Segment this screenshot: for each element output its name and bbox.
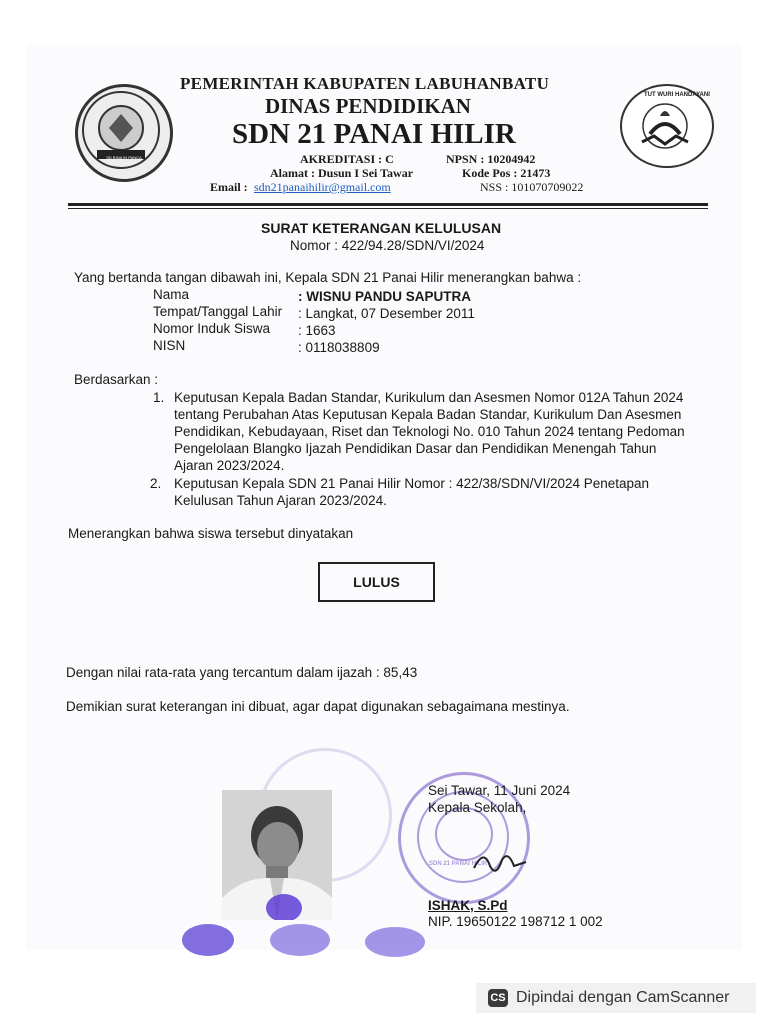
signature-position: Kepala Sekolah, — [428, 800, 527, 815]
letter-intro: Yang bertanda tangan dibawah ini, Kepala SDN 21 Panai Hilir menerangkan bahwa : — [74, 270, 582, 285]
menerangkan-text: Menerangkan bahwa siswa tersebut dinyatakan — [68, 526, 354, 541]
reference-1-line: Pendidikan, Kebudayaan, Riset dan Teknologi No. 010 Tahun 2024 tentang Pedoman — [174, 424, 685, 439]
header-alamat: Alamat : Dusun I Sei Tawar — [270, 166, 414, 180]
student-portrait-icon — [222, 790, 332, 920]
header-government: PEMERINTAH KABUPATEN LABUHANBATU — [180, 74, 550, 93]
handwritten-signature — [470, 842, 530, 882]
camscanner-text: Dipindai dengan CamScanner — [516, 989, 730, 1006]
stamp-text: SDN 21 PANAI HILIR — [429, 861, 488, 867]
tut-wuri-logo — [620, 84, 714, 168]
school-logo-caption: SD BINA IN PANCA — [106, 155, 142, 160]
graduation-status-box — [318, 562, 435, 602]
reference-2-number: 2. — [150, 476, 162, 491]
header-divider-thick — [68, 203, 708, 206]
header-nss: NSS : 101070709022 — [480, 180, 584, 194]
header-akreditasi: AKREDITASI : C — [300, 152, 394, 166]
reference-1-line: Ajaran 2023/2024. — [174, 458, 285, 473]
header-agency: DINAS PENDIDIKAN — [265, 94, 471, 118]
reference-2-line: Keputusan Kepala SDN 21 Panai Hilir Nomor : 422/38/SDN/VI/2024 Penetapan — [174, 476, 650, 491]
field-label-nisn: NISN — [153, 338, 186, 353]
principal-nip: NIP. 19650122 198712 1 002 — [428, 914, 603, 929]
field-value-ttl: : Langkat, 07 Desember 2011 — [298, 306, 475, 321]
reference-1-number: 1. — [153, 390, 165, 405]
field-value-nama: : WISNU PANDU SAPUTRA — [298, 289, 471, 304]
student-photo — [222, 790, 332, 920]
header-divider-thin — [68, 208, 708, 209]
school-logo — [75, 84, 173, 182]
field-value-nis: : 1663 — [298, 323, 336, 338]
header-school-name: SDN 21 PANAI HILIR — [232, 118, 516, 150]
header-email-link[interactable]: sdn21panaihilir@gmail.com — [254, 180, 391, 194]
tut-wuri-motto: TUT WURI HANDAYANI — [644, 92, 710, 98]
letter-title: SURAT KETERANGAN KELULUSAN — [261, 220, 502, 236]
closing-text: Demikian surat keterangan ini dibuat, agar dapat digunakan sebagaimana mestinya. — [66, 699, 570, 714]
header-npsn: NPSN : 10204942 — [446, 152, 536, 166]
reference-1-line: Pengelolaan Blangko Ijazah Pendidikan Dasar dan Pendidikan Menengah Tahun — [174, 441, 657, 456]
camscanner-icon: CS — [488, 989, 508, 1007]
reference-1-line: Keputusan Kepala Badan Standar, Kurikulum dan Asesmen Nomor 012A Tahun 2024 — [174, 390, 684, 405]
field-label-nis: Nomor Induk Siswa — [153, 321, 271, 336]
berdasarkan-label: Berdasarkan : — [74, 372, 159, 387]
reference-1-line: tentang Perubahan Atas Keputusan Kepala Badan Standar, Kurikulum Dan Asesmen — [174, 407, 682, 422]
field-label-ttl: Tempat/Tanggal Lahir — [153, 304, 283, 319]
average-score-text: Dengan nilai rata-rata yang tercantum dalam ijazah : 85,43 — [66, 665, 418, 680]
letter-number: Nomor : 422/94.28/SDN/VI/2024 — [290, 238, 485, 253]
signature-place-date: Sei Tawar, 11 Juni 2024 — [428, 783, 571, 798]
field-value-nisn: : 0118038809 — [298, 340, 380, 355]
graduation-status: LULUS — [353, 574, 400, 590]
header-email-label: Email : — [210, 180, 248, 194]
principal-name: ISHAK, S.Pd — [428, 898, 508, 913]
camscanner-watermark — [476, 983, 756, 1013]
reference-2-line: Kelulusan Tahun Ajaran 2023/2024. — [174, 493, 387, 508]
fingerprint-smudges — [180, 918, 440, 958]
header-kodepos: Kode Pos : 21473 — [462, 166, 551, 180]
school-emblem-icon — [75, 84, 167, 176]
field-label-nama: Nama — [153, 287, 190, 302]
